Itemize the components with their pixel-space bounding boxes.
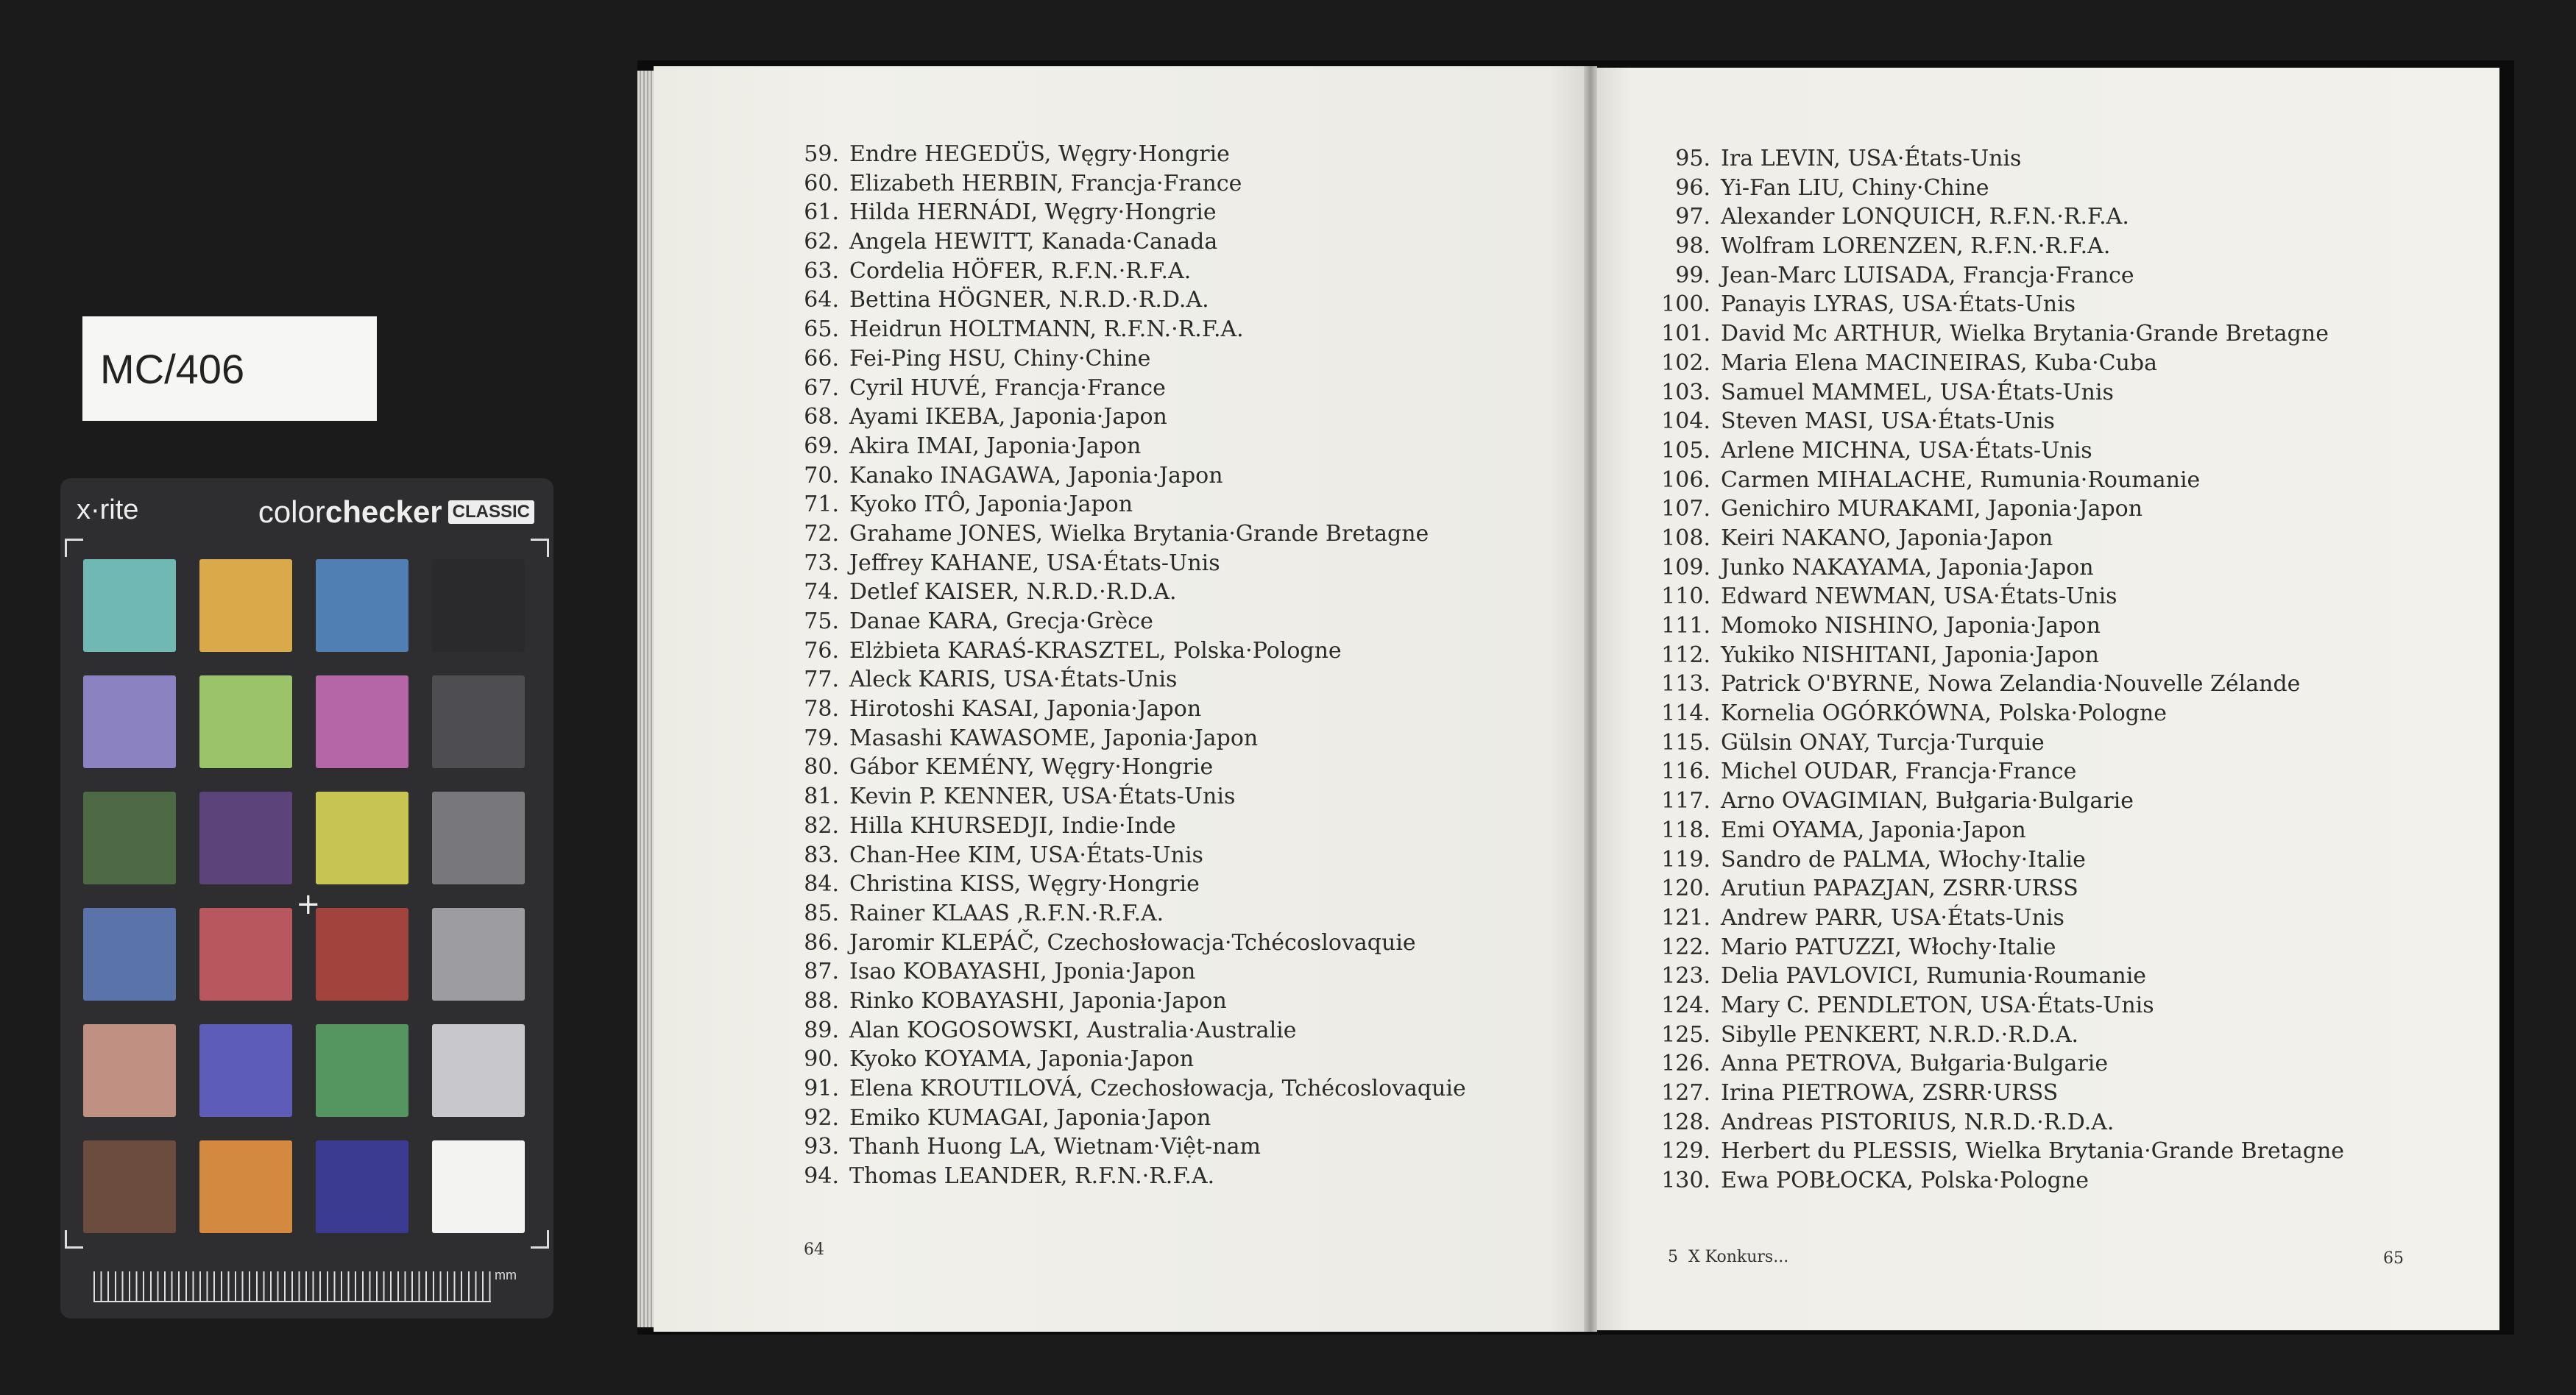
entry-number: 126. xyxy=(1661,1051,1710,1077)
entry-text: Samuel MAMMEL, USA·États-Unis xyxy=(1721,379,2114,405)
entry-text: Jeffrey KAHANE, USA·États-Unis xyxy=(849,550,1220,576)
list-item xyxy=(795,870,1466,899)
entry-number: 97. xyxy=(1675,204,1710,230)
entry-number: 93. xyxy=(804,1134,839,1160)
entry-number: 95. xyxy=(1675,146,1710,171)
entry-number: 123. xyxy=(1661,963,1710,990)
list-item xyxy=(795,841,1466,870)
entry-number: 70. xyxy=(804,462,839,489)
entry-number: 101. xyxy=(1661,321,1710,347)
entry-text: Junko NAKAYAMA, Japonia·Japon xyxy=(1721,554,2094,581)
entry-number: 117. xyxy=(1661,788,1710,814)
entry-number: 113. xyxy=(1661,671,1710,698)
entry-number: 129. xyxy=(1661,1138,1710,1165)
entry-text: Hilla KHURSEDJI, Indie·Inde xyxy=(849,812,1176,839)
color-patch xyxy=(316,1024,408,1117)
entry-number: 67. xyxy=(804,375,839,401)
color-patch xyxy=(199,1140,292,1233)
list-item xyxy=(1656,319,2344,349)
list-item xyxy=(1656,933,2344,962)
entry-number: 66. xyxy=(804,345,839,372)
entry-text: Fei-Ping HSU, Chiny·Chine xyxy=(849,345,1151,372)
list-item xyxy=(1656,962,2344,991)
color-patch xyxy=(316,675,408,768)
color-patch xyxy=(432,908,525,1001)
list-item xyxy=(795,490,1466,519)
color-patch xyxy=(83,675,176,768)
entry-number: 63. xyxy=(804,258,839,284)
entry-text: Hirotoshi KASAI, Japonia·Japon xyxy=(849,696,1202,723)
list-item xyxy=(795,315,1466,344)
entry-text: Panayis LYRAS, USA·États-Unis xyxy=(1721,291,2076,318)
crosshair-icon: + xyxy=(296,887,321,921)
page-edges xyxy=(637,71,655,1327)
list-item xyxy=(1656,524,2344,553)
list-item xyxy=(1656,699,2344,728)
list-item xyxy=(1656,349,2344,378)
list-item xyxy=(795,578,1466,607)
color-patch xyxy=(432,675,525,768)
entry-number: 62. xyxy=(804,229,839,255)
entry-number: 96. xyxy=(1675,174,1710,201)
entry-number: 110. xyxy=(1661,583,1710,610)
entry-number: 83. xyxy=(804,842,839,868)
list-item xyxy=(795,607,1466,636)
entry-text: David Mc ARTHUR, Wielka Brytania·Grande Bretagne xyxy=(1721,321,2329,347)
list-item xyxy=(795,227,1466,257)
entry-text: Cyril HUVÉ, Francja·France xyxy=(849,375,1166,401)
list-item xyxy=(1656,1049,2344,1079)
entry-number: 106. xyxy=(1661,466,1710,493)
xrite-logo xyxy=(77,494,138,526)
archive-label-text: MC/406 xyxy=(100,345,245,392)
list-item xyxy=(795,1132,1466,1162)
entry-text: Masashi KAWASOME, Japonia·Japon xyxy=(849,725,1259,751)
list-item xyxy=(795,344,1466,374)
list-item xyxy=(1656,1108,2344,1137)
entry-text: Ewa POBŁOCKA, Polska·Pologne xyxy=(1721,1168,2089,1194)
color-patch xyxy=(199,559,292,652)
entry-text: Elizabeth HERBIN, Francja·France xyxy=(849,170,1242,196)
color-patch xyxy=(432,559,525,652)
list-item xyxy=(1656,991,2344,1020)
entry-number: 61. xyxy=(804,199,839,226)
color-patch xyxy=(83,1140,176,1233)
entry-number: 118. xyxy=(1661,817,1710,843)
mm-ruler xyxy=(93,1271,491,1302)
entry-text: Michel OUDAR, Francja·France xyxy=(1721,759,2077,785)
xrite-logo-text: x·rite xyxy=(77,494,139,525)
list-item xyxy=(795,461,1466,491)
list-item xyxy=(795,782,1466,812)
page-number-right: 65 xyxy=(2383,1249,2404,1268)
entry-number: 81. xyxy=(804,784,839,810)
entry-number: 65. xyxy=(804,316,839,343)
list-item xyxy=(1656,904,2344,933)
color-patch xyxy=(316,908,408,1001)
list-item xyxy=(1656,787,2344,816)
entry-text: Maria Elena MACINEIRAS, Kuba·Cuba xyxy=(1721,349,2158,376)
entry-number: 127. xyxy=(1661,1080,1710,1106)
list-item xyxy=(795,519,1466,549)
color-patch xyxy=(83,559,176,652)
entry-text: Arutiun PAPAZJAN, ZSRR·URSS xyxy=(1721,876,2078,902)
color-patch xyxy=(316,792,408,884)
entry-text: Jean-Marc LUISADA, Francja·France xyxy=(1721,262,2134,288)
entry-number: 130. xyxy=(1661,1168,1710,1194)
entry-text: Andrew PARR, USA·États-Unis xyxy=(1721,904,2064,931)
entry-number: 102. xyxy=(1661,349,1710,376)
signature-mark: 5 X Konkurs... xyxy=(1668,1248,1789,1266)
list-item xyxy=(1656,1166,2344,1196)
entry-text: Carmen MIHALACHE, Rumunia·Roumanie xyxy=(1721,466,2201,493)
entry-text: Emi OYAMA, Japonia·Japon xyxy=(1721,817,2026,843)
list-item xyxy=(795,753,1466,782)
entry-text: Heidrun HOLTMANN, R.F.N.·R.F.A. xyxy=(849,316,1244,343)
entry-text: Kyoko ITÔ, Japonia·Japon xyxy=(849,491,1133,518)
entry-number: 77. xyxy=(804,667,839,693)
entry-number: 68. xyxy=(804,404,839,430)
entry-number: 104. xyxy=(1661,408,1710,435)
list-item xyxy=(1656,436,2344,466)
entry-text: Gülsin ONAY, Turcja·Turquie xyxy=(1721,729,2045,756)
entry-text: Steven MASI, USA·États-Unis xyxy=(1721,408,2055,435)
entry-text: Anna PETROVA, Bułgaria·Bulgarie xyxy=(1721,1051,2109,1077)
archive-label xyxy=(82,316,377,421)
ruler-unit: mm xyxy=(495,1268,517,1282)
entry-text: Keiri NAKANO, Japonia·Japon xyxy=(1721,525,2053,551)
color-patch xyxy=(316,1140,408,1233)
entry-number: 74. xyxy=(804,579,839,606)
entry-number: 103. xyxy=(1661,379,1710,405)
color-patch xyxy=(199,792,292,884)
list-item xyxy=(795,402,1466,432)
entry-number: 115. xyxy=(1661,729,1710,756)
list-item xyxy=(1656,816,2344,845)
color-patch xyxy=(83,1024,176,1117)
list-item xyxy=(795,724,1466,753)
list-item xyxy=(1656,494,2344,524)
entry-number: 80. xyxy=(804,754,839,781)
entry-number: 109. xyxy=(1661,554,1710,581)
entry-text: Hilda HERNÁDI, Węgry·Hongrie xyxy=(849,199,1217,226)
entry-number: 78. xyxy=(804,696,839,723)
entry-text: Akira IMAI, Japonia·Japon xyxy=(849,433,1142,459)
list-item xyxy=(795,1162,1466,1191)
entry-text: Wolfram LORENZEN, R.F.N.·R.F.A. xyxy=(1721,233,2111,260)
entry-number: 111. xyxy=(1661,613,1710,639)
list-item xyxy=(795,257,1466,286)
entry-number: 120. xyxy=(1661,876,1710,902)
list-item xyxy=(1656,261,2344,291)
list-item xyxy=(1656,144,2344,174)
list-item xyxy=(795,169,1466,199)
classic-badge: CLASSIC xyxy=(448,500,534,524)
color-patch xyxy=(432,1024,525,1117)
entry-text: Kyoko KOYAMA, Japonia·Japon xyxy=(849,1046,1195,1073)
entry-number: 107. xyxy=(1661,496,1710,522)
entry-number: 90. xyxy=(804,1046,839,1073)
list-item xyxy=(1656,582,2344,611)
entry-number: 87. xyxy=(804,959,839,985)
list-item xyxy=(795,665,1466,695)
entry-text: Aleck KARIS, USA·États-Unis xyxy=(849,667,1178,693)
list-item xyxy=(1656,1137,2344,1166)
entry-text: Arno OVAGIMIAN, Bułgaria·Bulgarie xyxy=(1721,788,2134,814)
entry-number: 59. xyxy=(804,141,839,167)
list-item xyxy=(1656,611,2344,641)
entry-text: Kanako INAGAWA, Japonia·Japon xyxy=(849,462,1223,489)
color-patch xyxy=(83,908,176,1001)
entry-text: Edward NEWMAN, USA·États-Unis xyxy=(1721,583,2117,610)
list-item xyxy=(1656,670,2344,699)
entry-text: Kevin P. KENNER, USA·États-Unis xyxy=(849,784,1236,810)
list-item xyxy=(795,432,1466,461)
corner-mark-tr xyxy=(531,539,549,557)
list-item xyxy=(795,899,1466,929)
entry-text: Elena KROUTILOVÁ, Czechosłowacja, Tchécoslovaquie xyxy=(849,1076,1466,1101)
entry-number: 114. xyxy=(1661,700,1710,727)
color-checker-card xyxy=(60,478,553,1318)
entry-number: 108. xyxy=(1661,525,1710,551)
entry-text: Andreas PISTORIUS, N.R.D.·R.D.A. xyxy=(1721,1109,2115,1135)
entry-number: 91. xyxy=(804,1076,839,1101)
list-item xyxy=(1656,174,2344,203)
list-item xyxy=(795,1104,1466,1133)
entry-text: Thomas LEANDER, R.F.N.·R.F.A. xyxy=(849,1163,1215,1190)
entry-number: 76. xyxy=(804,637,839,664)
list-item xyxy=(795,1045,1466,1074)
participant-list-right xyxy=(1656,144,2344,1196)
list-item xyxy=(795,695,1466,724)
entry-text: Herbert du PLESSIS, Wielka Brytania·Grande Bretagne xyxy=(1721,1138,2345,1165)
entry-number: 92. xyxy=(804,1104,839,1131)
entry-text: Ira LEVIN, USA·États-Unis xyxy=(1721,146,2022,171)
entry-text: Yi-Fan LIU, Chiny·Chine xyxy=(1721,174,1989,201)
list-item xyxy=(1656,407,2344,436)
list-item xyxy=(795,1016,1466,1046)
entry-number: 86. xyxy=(804,929,839,956)
list-item xyxy=(795,374,1466,403)
entry-number: 71. xyxy=(804,491,839,518)
entry-number: 75. xyxy=(804,608,839,634)
entry-text: Momoko NISHINO, Japonia·Japon xyxy=(1721,613,2101,639)
color-patch xyxy=(316,559,408,652)
list-item xyxy=(1656,232,2344,261)
list-item xyxy=(1656,553,2344,583)
entry-number: 121. xyxy=(1661,904,1710,931)
list-item xyxy=(795,285,1466,315)
colorchecker-title-bold: checker xyxy=(325,494,442,529)
color-patch xyxy=(199,675,292,768)
entry-text: Patrick O'BYRNE, Nowa Zelandia·Nouvelle Zélande xyxy=(1721,671,2301,698)
entry-text: Rinko KOBAYASHI, Japonia·Japon xyxy=(849,987,1227,1014)
entry-text: Rainer KLAAS ,R.F.N.·R.F.A. xyxy=(849,900,1164,926)
list-item xyxy=(795,140,1466,169)
entry-text: Christina KISS, Węgry·Hongrie xyxy=(849,871,1200,898)
entry-text: Thanh Huong LA, Wietnam·Việt-nam xyxy=(849,1134,1261,1160)
entry-number: 98. xyxy=(1675,233,1710,260)
entry-number: 89. xyxy=(804,1017,839,1043)
entry-text: Genichiro MURAKAMI, Japonia·Japon xyxy=(1721,496,2143,522)
entry-number: 122. xyxy=(1661,934,1710,960)
entry-text: Kornelia OGÓRKÓWNA, Polska·Pologne xyxy=(1721,700,2168,727)
entry-number: 82. xyxy=(804,812,839,839)
entry-text: Irina PIETROWA, ZSRR·URSS xyxy=(1721,1080,2059,1106)
color-patch xyxy=(432,792,525,884)
entry-number: 124. xyxy=(1661,992,1710,1018)
list-item xyxy=(1656,290,2344,319)
entry-text: Detlef KAISER, N.R.D.·R.D.A. xyxy=(849,579,1177,606)
list-item xyxy=(795,929,1466,958)
list-item xyxy=(795,1074,1466,1104)
entry-text: Gábor KEMÉNY, Węgry·Hongrie xyxy=(849,754,1214,781)
list-item xyxy=(1656,378,2344,408)
list-item xyxy=(795,987,1466,1016)
color-patch xyxy=(199,1024,292,1117)
list-item xyxy=(1656,1079,2344,1108)
list-item xyxy=(1656,202,2344,232)
entry-text: Jaromir KLEPÁČ, Czechosłowacja·Tchécoslovaquie xyxy=(849,929,1416,956)
entry-text: Yukiko NISHITANI, Japonia·Japon xyxy=(1721,642,2099,668)
entry-text: Emiko KUMAGAI, Japonia·Japon xyxy=(849,1104,1211,1131)
entry-text: Endre HEGEDÜS, Węgry·Hongrie xyxy=(849,141,1230,167)
participant-list-left xyxy=(795,140,1466,1191)
entry-number: 64. xyxy=(804,287,839,313)
entry-text: Alexander LONQUICH, R.F.N.·R.F.A. xyxy=(1721,204,2129,230)
list-item xyxy=(1656,845,2344,875)
entry-text: Ayami IKEBA, Japonia·Japon xyxy=(849,404,1167,430)
entry-number: 119. xyxy=(1661,846,1710,873)
entry-number: 84. xyxy=(804,871,839,898)
corner-mark-br xyxy=(531,1230,549,1249)
color-patch xyxy=(199,908,292,1001)
entry-number: 85. xyxy=(804,900,839,926)
entry-text: Cordelia HÖFER, R.F.N.·R.F.A. xyxy=(849,258,1192,284)
entry-text: Arlene MICHNA, USA·États-Unis xyxy=(1721,437,2092,464)
entry-number: 112. xyxy=(1661,642,1710,668)
list-item xyxy=(1656,1020,2344,1050)
entry-number: 105. xyxy=(1661,437,1710,464)
entry-number: 60. xyxy=(804,170,839,196)
list-item xyxy=(1656,466,2344,495)
color-patch xyxy=(83,792,176,884)
entry-number: 72. xyxy=(804,520,839,547)
list-item xyxy=(1656,757,2344,787)
corner-mark-tl xyxy=(65,539,83,557)
entry-number: 94. xyxy=(804,1163,839,1190)
book-gutter xyxy=(1584,66,1597,1332)
entry-text: Alan KOGOSOWSKI, Australia·Australie xyxy=(849,1017,1297,1043)
entry-text: Mary C. PENDLETON, USA·États-Unis xyxy=(1721,992,2154,1018)
entry-text: Chan-Hee KIM, USA·États-Unis xyxy=(849,842,1203,868)
entry-number: 69. xyxy=(804,433,839,459)
list-item xyxy=(795,549,1466,578)
colorchecker-title xyxy=(258,494,534,530)
corner-mark-bl xyxy=(65,1230,83,1249)
list-item xyxy=(1656,874,2344,904)
entry-text: Grahame JONES, Wielka Brytania·Grande Bretagne xyxy=(849,520,1429,547)
list-item xyxy=(795,198,1466,227)
list-item xyxy=(1656,641,2344,670)
list-item xyxy=(795,812,1466,841)
entry-text: Delia PAVLOVICI, Rumunia·Roumanie xyxy=(1721,963,2147,990)
list-item xyxy=(1656,728,2344,758)
entry-text: Sibylle PENKERT, N.R.D.·R.D.A. xyxy=(1721,1021,2079,1048)
entry-text: Bettina HÖGNER, N.R.D.·R.D.A. xyxy=(849,287,1209,313)
list-item xyxy=(795,957,1466,987)
entry-number: 125. xyxy=(1661,1021,1710,1048)
colorchecker-title-light: color xyxy=(258,494,325,529)
entry-number: 79. xyxy=(804,725,839,751)
entry-number: 100. xyxy=(1661,291,1710,318)
color-patch xyxy=(432,1140,525,1233)
entry-number: 99. xyxy=(1675,262,1710,288)
entry-number: 128. xyxy=(1661,1109,1710,1135)
entry-number: 73. xyxy=(804,550,839,576)
entry-number: 116. xyxy=(1661,759,1710,785)
entry-text: Angela HEWITT, Kanada·Canada xyxy=(849,229,1218,255)
entry-number: 88. xyxy=(804,987,839,1014)
list-item xyxy=(795,636,1466,666)
entry-text: Isao KOBAYASHI, Jponia·Japon xyxy=(849,959,1196,985)
entry-text: Elżbieta KARAŚ-KRASZTEL, Polska·Pologne xyxy=(849,637,1342,664)
entry-text: Mario PATUZZI, Włochy·Italie xyxy=(1721,934,2056,960)
page-number-left: 64 xyxy=(804,1240,824,1259)
entry-text: Danae KARA, Grecja·Grèce xyxy=(849,608,1153,634)
entry-text: Sandro de PALMA, Włochy·Italie xyxy=(1721,846,2086,873)
